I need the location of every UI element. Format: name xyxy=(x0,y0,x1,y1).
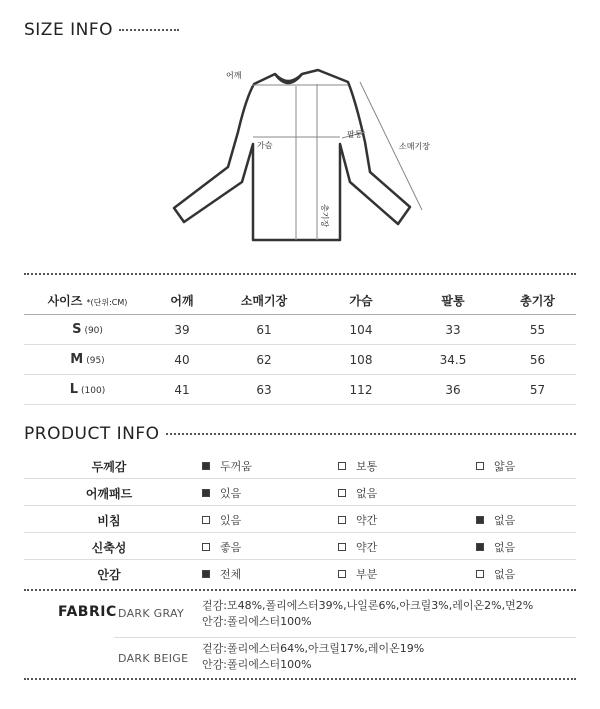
size-cell: L (100) xyxy=(24,375,151,405)
table-cell: 34.5 xyxy=(407,345,499,375)
diagram-label-sleeve: 소매기장 xyxy=(399,142,430,151)
garment-diagram xyxy=(170,62,450,247)
option: 보통 xyxy=(338,458,377,474)
table-row xyxy=(24,315,576,345)
diagram-label-chest: 가슴 xyxy=(257,141,273,150)
size-cell: M (95) xyxy=(24,345,151,375)
header-sleeve: 소매기장 xyxy=(213,286,315,315)
checkbox-empty-icon xyxy=(338,543,346,551)
table-row xyxy=(24,345,576,375)
size-table-header xyxy=(24,286,576,315)
table-cell: 63 xyxy=(213,375,315,405)
product-row-lining: 안감 전체 부분 없음 xyxy=(97,568,516,582)
table-cell: 108 xyxy=(315,345,407,375)
checkbox-empty-icon xyxy=(338,570,346,578)
option: 없음 xyxy=(338,485,377,501)
table-row xyxy=(24,375,576,405)
divider xyxy=(24,589,576,591)
size-cell: S (90) xyxy=(24,315,151,345)
table-cell: 55 xyxy=(499,315,576,345)
table-cell: 56 xyxy=(499,345,576,375)
jacket-outline-icon xyxy=(170,62,450,247)
title-dotted-rule xyxy=(119,29,179,31)
table-cell: 112 xyxy=(315,375,407,405)
fabric-color: DARK BEIGE xyxy=(118,652,189,665)
checkbox-checked-icon xyxy=(476,516,484,524)
option: 있음 xyxy=(202,485,241,501)
table-cell: 41 xyxy=(151,375,213,405)
table-cell: 39 xyxy=(151,315,213,345)
checkbox-empty-icon xyxy=(202,543,210,551)
checkbox-checked-icon xyxy=(202,489,210,497)
checkbox-empty-icon xyxy=(476,462,484,470)
option: 전체 xyxy=(202,566,241,582)
checkbox-checked-icon xyxy=(202,570,210,578)
diagram-label-shoulder: 어깨 xyxy=(226,71,242,80)
unit-note: *(단위:CM) xyxy=(86,297,128,307)
header-size: 사이즈 *(단위:CM) xyxy=(24,286,151,315)
divider xyxy=(24,678,576,680)
diagram-label-arm-width: 팔통 xyxy=(347,130,363,139)
table-cell: 62 xyxy=(213,345,315,375)
checkbox-checked-icon xyxy=(202,462,210,470)
fabric-dark-beige xyxy=(24,641,576,675)
size-table xyxy=(24,286,576,405)
header-shoulder: 어깨 xyxy=(151,286,213,315)
table-cell: 57 xyxy=(499,375,576,405)
fabric-color: DARK GRAY xyxy=(118,607,184,620)
product-row-thickness: 두께감 두꺼움 보통 얇음 xyxy=(24,452,576,479)
option: 없음 xyxy=(476,566,515,582)
product-row-stretch: 신축성 좋음 약간 없음 xyxy=(24,533,576,560)
fabric-title: FABRIC xyxy=(58,604,117,620)
table-cell: 40 xyxy=(151,345,213,375)
checkbox-empty-icon xyxy=(202,516,210,524)
checkbox-empty-icon xyxy=(476,570,484,578)
diagram-label-length: 총기장 xyxy=(320,204,329,228)
header-arm-width: 팔통 xyxy=(407,286,499,315)
table-cell: 61 xyxy=(213,315,315,345)
table-cell: 36 xyxy=(407,375,499,405)
table-cell: 33 xyxy=(407,315,499,345)
option: 없음 xyxy=(476,539,515,555)
size-info-title-text: SIZE INFO xyxy=(24,20,113,40)
checkbox-empty-icon xyxy=(338,489,346,497)
product-row-sheerness: 비침 있음 약간 없음 xyxy=(24,506,576,533)
product-info-title-text: PRODUCT INFO xyxy=(24,424,160,444)
divider xyxy=(24,273,576,275)
option: 두꺼움 xyxy=(202,458,252,474)
title-dotted-rule xyxy=(166,433,576,435)
option: 약간 xyxy=(338,539,377,555)
option: 약간 xyxy=(338,512,377,528)
option: 좋음 xyxy=(202,539,241,555)
header-length: 총기장 xyxy=(499,286,576,315)
checkbox-empty-icon xyxy=(338,462,346,470)
option: 있음 xyxy=(202,512,241,528)
header-chest: 가슴 xyxy=(315,286,407,315)
fabric-row-divider xyxy=(114,637,576,638)
option: 없음 xyxy=(476,512,515,528)
size-info-title xyxy=(24,20,179,40)
product-info-list xyxy=(24,452,576,586)
fabric-dark-gray xyxy=(24,598,576,638)
option: 얇음 xyxy=(476,458,515,474)
product-row-shoulder-pad: 어깨패드 있음 없음 xyxy=(24,479,576,506)
checkbox-empty-icon xyxy=(338,516,346,524)
fabric-composition: 겉감:폴리에스터64%,아크릴17%,레이온19% 안감:폴리에스터100% xyxy=(202,642,425,671)
fabric-composition: 겉감:모48%,폴리에스터39%,나일론6%,아크릴3%,레이온2%,면2% 안감:폴리에스터100% xyxy=(202,599,534,628)
checkbox-checked-icon xyxy=(476,543,484,551)
option: 부분 xyxy=(338,566,377,582)
table-cell: 104 xyxy=(315,315,407,345)
product-info-title xyxy=(24,424,576,444)
